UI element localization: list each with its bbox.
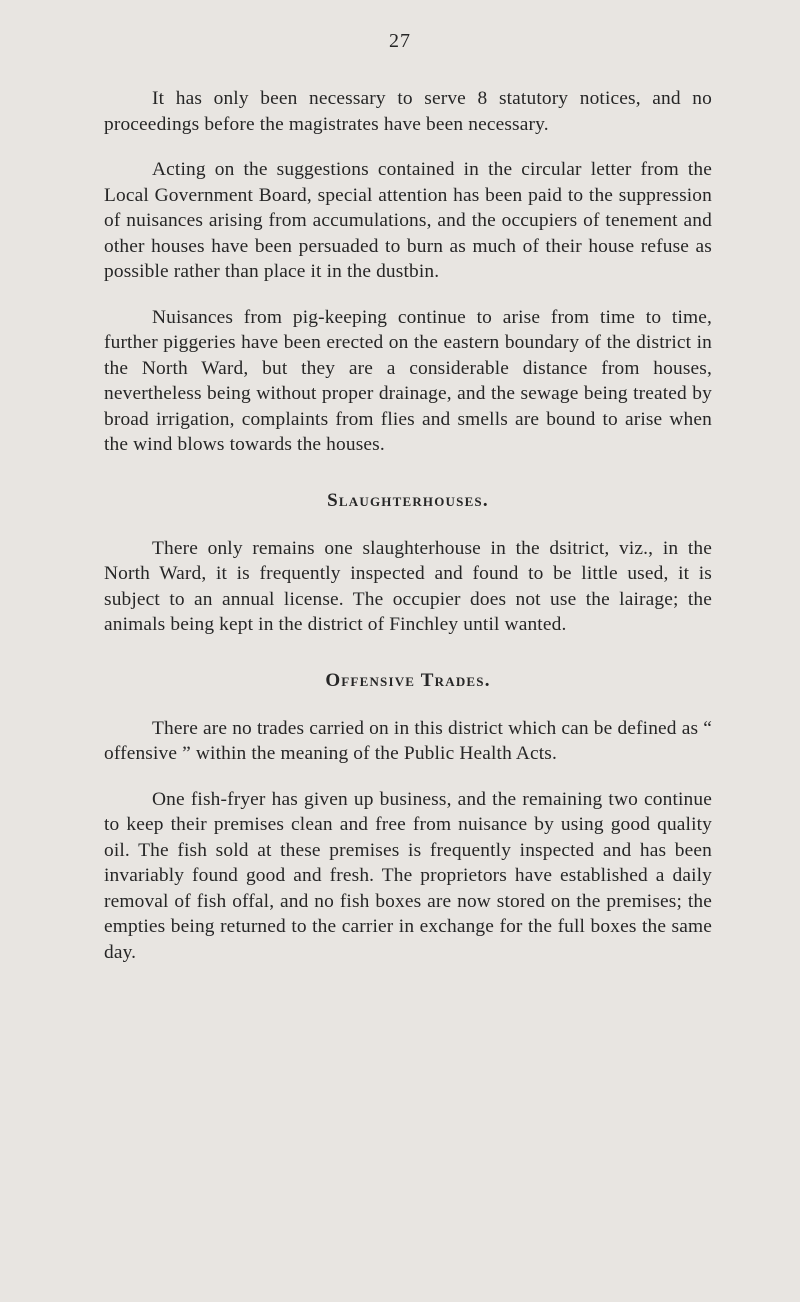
paragraph-slaughterhouse: There only remains one slaughterhouse in the dsitrict, viz., in the North Ward, it is frequently inspected and found to be little used, it is subject to an annual license. The occupier does not use the lairage; the animals being kept in the district of Finchley until wanted.: [104, 537, 712, 635]
paragraph-statutory-notices: It has only been necessary to serve 8 statutory notices, and no proceedings before the magistrates have been necessary.: [104, 88, 712, 135]
paragraph-fish-fryers: One fish-fryer has given up business, and the remaining two continue to keep their premises clean and free from nuisance by using good quality oil. The fish sold at these premises is frequently inspected and has been invariably found good and fresh. The proprietors have established a daily removal of fish offal, and no fish boxes are now stored on the premises; the empties being returned to the carrier in exchange for the full boxes the same day.: [104, 788, 712, 963]
section-heading-offensive-trades: Offensive Trades.: [325, 669, 491, 691]
page-body: [104, 86, 712, 965]
paragraph-circular-letter: Acting on the suggestions contained in the circular letter from the Local Government Board, special attention has been paid to the suppression of nuisances arising from accumulations, and the occupiers of tenement and other houses have been persuaded to burn as much of their house refuse as possible rather than place it in the dustbin.: [104, 159, 712, 282]
section-heading-slaughterhouses: Slaughterhouses.: [327, 489, 489, 511]
page-number: 27: [389, 30, 411, 52]
paragraph-offensive-trades: There are no trades carried on in this district which can be defined as “ offensive ” within the meaning of the Public Health Acts.: [104, 717, 712, 764]
paragraph-pig-keeping: Nuisances from pig-keeping continue to arise from time to time, further piggeries have been erected on the eastern boundary of the district in the North Ward, but they are a considerable distance from houses, nevertheless being without proper drainage, and the sewage being treated by broad irrigation, complaints from flies and smells are bound to arise when the wind blows towards the houses.: [104, 306, 712, 455]
